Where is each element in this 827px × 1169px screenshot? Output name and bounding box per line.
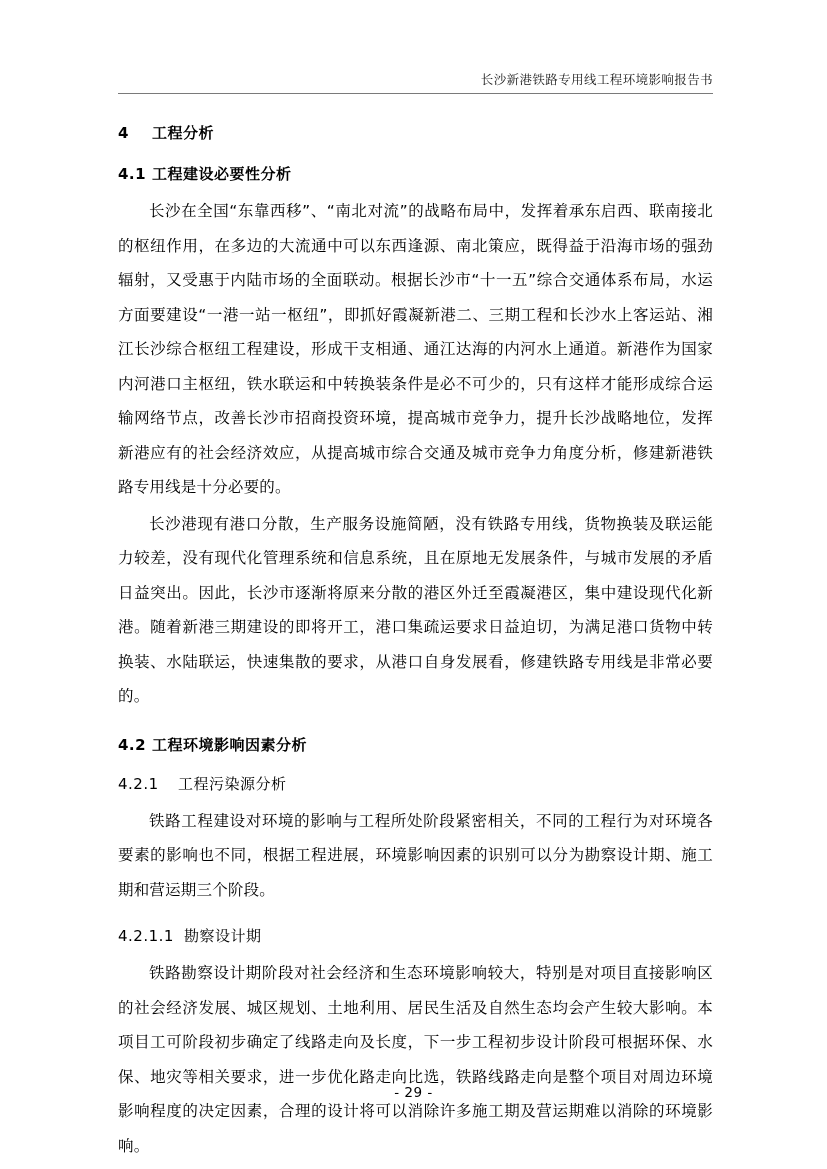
heading-number-4-2-1: 4.2.1	[118, 774, 159, 793]
heading-section-4-2-1	[118, 773, 713, 794]
heading-section-4	[118, 122, 713, 143]
heading-number-4-2: 4.2	[118, 735, 147, 754]
page-number: - 29 -	[394, 1085, 433, 1101]
heading-text-4-2-1: 工程污染源分析	[178, 774, 287, 793]
heading-section-4-2	[118, 734, 713, 755]
heading-text-4-2-1-1: 勘察设计期	[184, 927, 262, 945]
heading-section-4-2-1-1	[118, 925, 713, 946]
paragraph-4-1-1: 长沙在全国“东靠西移”、“南北对流”的战略布局中，发挥着承东启西、联南接北的枢纽作用，在多边的大流通中可以东西逢源、南北策应，既得益于沿海市场的强劲辐射，又受惠于内陆市场的全面联动。根据长沙市“十一五”综合交通体系布局，水运方面要建设“一港一站一枢纽”，即抓好霞凝新港二、三期工程和长沙水上客运站、湘江长沙综合枢纽工程建设，形成干支相通、通江达海的内河水上通道。新港作为国家内河港口主枢纽，铁水联运和中转换装条件是必不可少的，只有这样才能形成综合运输网络节点，改善长沙市招商投资环境，提高城市竞争力，提升长沙战略地位，发挥新港应有的社会经济效应，从提高城市综合交通及城市竞争力角度分析，修建新港铁路专用线是十分必要的。	[118, 202, 713, 496]
heading-text-4-2: 工程环境影响因素分析	[152, 735, 308, 754]
document-body	[118, 122, 713, 1163]
heading-text-4-1: 工程建设必要性分析	[152, 165, 292, 183]
heading-number-4-2-1-1: 4.2.1.1	[118, 927, 174, 945]
paragraph-4-1-2: 长沙港现有港口分散，生产服务设施简陋，没有铁路专用线，货物换装及联运能力较差，没有现代化管理系统和信息系统，且在原地无发展条件，与城市发展的矛盾日益突出。因此，长沙市逐渐将原来分散的港区外迁至霞凝港区，集中建设现代化新港。随着新港三期建设的即将开工，港口集疏运要求日益迫切，为满足港口货物中转换装、水陆联运，快速集散的要求，从港口自身发展看，修建铁路专用线是非常必要的。	[118, 514, 713, 705]
heading-section-4-1	[118, 163, 713, 184]
heading-number-4: 4	[118, 124, 129, 142]
heading-number-4-1: 4.1	[118, 165, 147, 183]
paragraph-4-2-1-1: 铁路工程建设对环境的影响与工程所处阶段紧密相关，不同的工程行为对环境各要素的影响也不同，根据工程进展，环境影响因素的识别可以分为勘察设计期、施工期和营运期三个阶段。	[118, 811, 713, 899]
heading-text-4: 工程分析	[152, 124, 215, 142]
running-header: 长沙新港铁路专用线工程环境影响报告书	[118, 70, 713, 94]
paragraph-4-2-1-1-1: 铁路勘察设计期阶段对社会经济和生态环境影响较大，特别是对项目直接影响区的社会经济发展、城区规划、土地利用、居民生活及自然生态均会产生较大影响。本项目工可阶段初步确定了线路走向及长度，下一步工程初步设计阶段可根据环保、水保、地灾等相关要求，进一步优化路走向比选，铁路线路走向是整个项目对周边环境影响程度的决定因素，合理的设计将可以消除许多施工期及营运期难以消除的环境影响。	[118, 964, 713, 1155]
page-content-area	[118, 70, 713, 1165]
